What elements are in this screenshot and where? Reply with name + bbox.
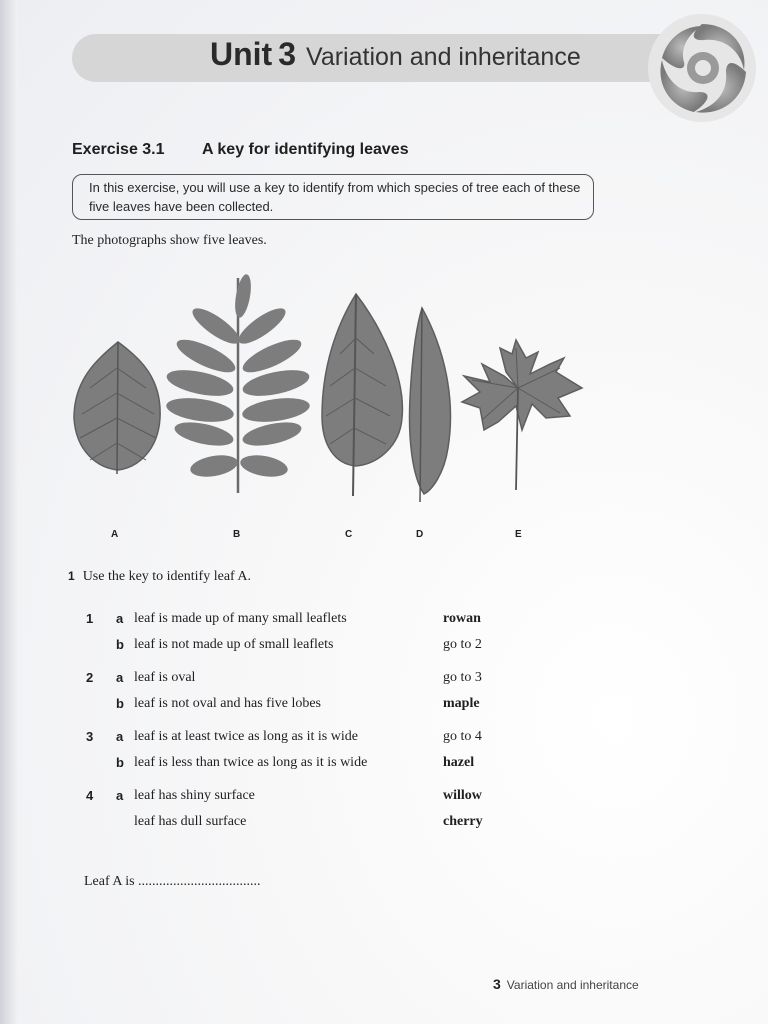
question-text: Use the key to identify leaf A. [82, 569, 252, 584]
key-row [0, 788, 768, 810]
unit-word: Unit [210, 36, 273, 72]
leaf-e-image [462, 340, 582, 490]
key-result: go to 2 [443, 637, 482, 652]
exercise-title: A key for identifying leaves [202, 141, 409, 158]
key-result: cherry [443, 814, 483, 829]
key-description: leaf is made up of many small leaflets [134, 611, 347, 626]
book-spine-shadow [0, 0, 18, 1024]
key-description: leaf has dull surface [134, 814, 247, 829]
exercise-intro-box: In this exercise, you will use a key to identify from which species of tree each of these five leaves have been collected. [72, 174, 594, 220]
key-result: maple [443, 696, 480, 711]
leaf-b-image [164, 273, 311, 493]
question-1 [68, 569, 251, 585]
key-row [0, 755, 768, 777]
key-step-number: 1 [86, 611, 94, 626]
leaf-label-c: C [345, 529, 353, 540]
key-description: leaf is not made up of small leaflets [134, 637, 334, 652]
key-description: leaf is at least twice as long as it is wide [134, 729, 358, 744]
key-part-letter: b [116, 637, 124, 652]
leaf-label-d: D [416, 529, 424, 540]
leaf-a-image [74, 342, 160, 474]
page-footer [493, 976, 639, 992]
key-description: leaf is oval [134, 670, 196, 685]
leaf-photographs [60, 268, 600, 518]
key-part-letter: a [116, 611, 124, 626]
answer-line: Leaf A is ................................... [84, 874, 261, 889]
key-row [0, 670, 768, 692]
key-result: go to 4 [443, 729, 482, 744]
photo-caption: The photographs show five leaves. [72, 233, 267, 248]
key-result: rowan [443, 611, 481, 626]
unit-heading [210, 36, 581, 73]
key-part-letter: b [116, 696, 124, 711]
leaf-d-image [410, 308, 451, 502]
key-result: go to 3 [443, 670, 482, 685]
key-part-letter: a [116, 729, 124, 744]
key-row [0, 637, 768, 659]
footer-unit-number: 3 [493, 976, 501, 992]
key-description: leaf has shiny surface [134, 788, 255, 803]
key-step-number: 4 [86, 788, 94, 803]
footer-unit-title: Variation and inheritance [506, 978, 639, 992]
question-number: 1 [68, 569, 75, 583]
leaf-label-b: B [233, 529, 241, 540]
leaf-label-e: E [515, 529, 522, 540]
key-row [0, 729, 768, 751]
key-description: leaf is not oval and has five lobes [134, 696, 322, 711]
key-result: willow [443, 788, 482, 803]
key-part-letter: b [116, 755, 124, 770]
exercise-number: Exercise 3.1 [72, 141, 165, 158]
key-part-letter: a [116, 788, 124, 803]
swirl-logo-icon [640, 6, 760, 126]
leaf-c-image [322, 294, 402, 496]
key-step-number: 2 [86, 670, 94, 685]
key-row [0, 814, 768, 836]
key-part-letter: a [116, 670, 124, 685]
key-row [0, 696, 768, 718]
leaf-label-a: A [111, 529, 119, 540]
key-result: hazel [443, 755, 475, 770]
unit-title: Variation and inheritance [306, 43, 581, 71]
key-row [0, 611, 768, 633]
unit-number: 3 [278, 36, 296, 72]
key-description: leaf is less than twice as long as it is wide [134, 755, 368, 770]
key-step-number: 3 [86, 729, 94, 744]
